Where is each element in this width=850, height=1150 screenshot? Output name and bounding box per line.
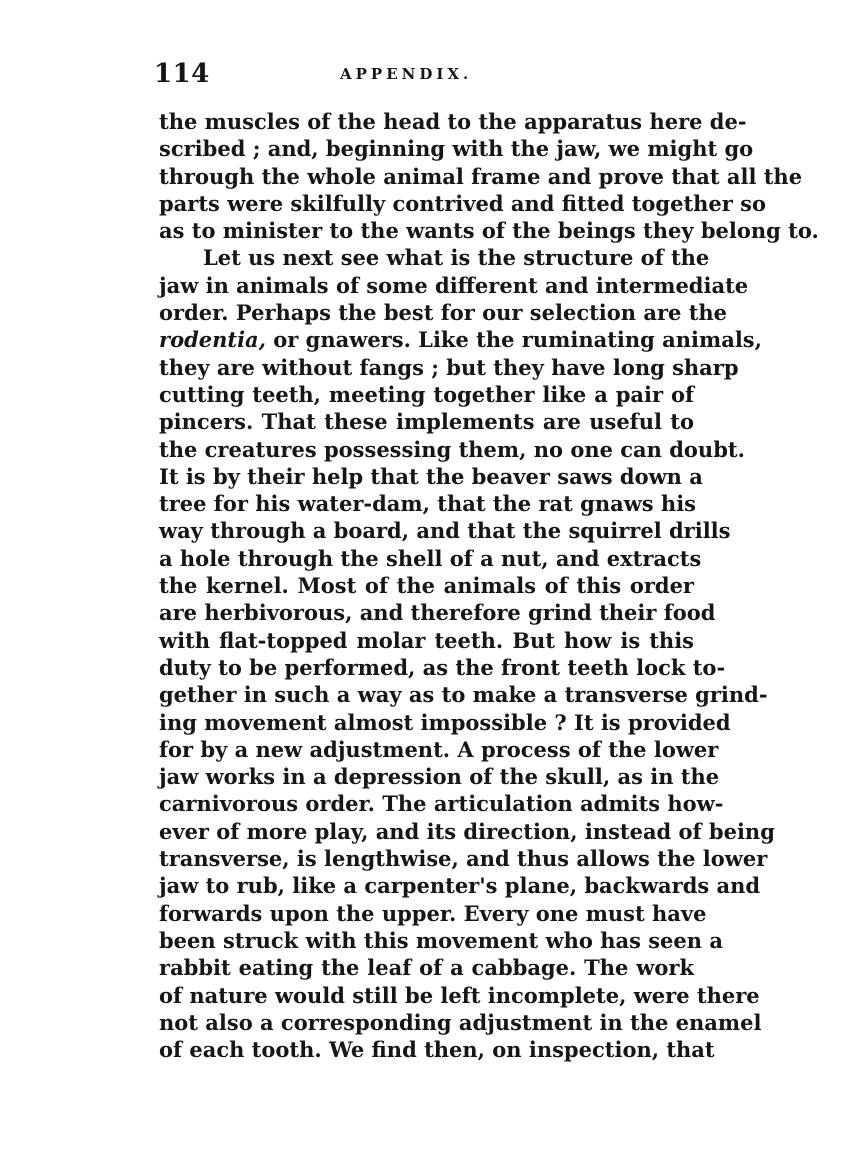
text-line: of nature would still be left incomplete, were there [159, 982, 760, 1008]
text-line: jaw in animals of some different and intermediate [159, 272, 749, 298]
text-line: the kernel. Most of the animals of this order [159, 573, 694, 599]
text-line: way through a board, and that the squirrel drills [159, 518, 731, 544]
text-line: tree for his water-dam, that the rat gnaws his [159, 491, 696, 517]
text-line: the creatures possessing them, no one can doubt. [159, 436, 745, 462]
section-title: APPENDIX. [340, 65, 473, 83]
text-line: the muscles of the head to the apparatus here de- [159, 109, 747, 134]
text-line: jaw works in a depression of the skull, as in the [159, 764, 720, 790]
text-line: order. Perhaps the best for our selection are the [159, 300, 728, 326]
text-line: through the whole animal frame and prove that all the [159, 163, 803, 189]
text-line: ing movement almost impossible ? It is provided [159, 709, 731, 735]
text-line: It is by their help that the beaver saws down a [159, 463, 703, 489]
paragraph-first-line: Let us next see what is the structure of the [203, 245, 710, 271]
text-line-rest: or gnawers. Like the ruminating animals, [273, 327, 762, 353]
text-line: with flat-topped molar teeth. But how is this [159, 627, 694, 653]
text-line: a hole through the shell of a nut, and extracts [159, 545, 702, 571]
italic-term: rodentia, [159, 327, 266, 353]
text-line: been struck with this movement who has seen a [159, 927, 723, 953]
text-line: they are without fangs ; but they have long sharp [159, 354, 739, 380]
text-line: parts were skilfully contrived and fitted together so [159, 190, 767, 216]
text-line: duty to be performed, as the front teeth lock to- [159, 654, 726, 680]
text-line [159, 326, 762, 353]
text-line: rabbit eating the leaf of a cabbage. The work [159, 955, 694, 981]
running-head [154, 58, 694, 90]
text-line: are herbivorous, and therefore grind their food [159, 600, 716, 626]
text-line: jaw to rub, like a carpenter's plane, backwards and [159, 873, 761, 899]
text-line: for by a new adjustment. A process of the lower [159, 736, 719, 762]
page-number: 114 [154, 59, 210, 89]
text-line: carnivorous order. The articulation admits how- [159, 791, 724, 817]
text-line: of each tooth. We find then, on inspection, that [159, 1037, 715, 1063]
text-line: pincers. That these implements are useful to [159, 409, 694, 435]
text-line: not also a corresponding adjustment in the enamel [159, 1009, 762, 1035]
body-text [159, 108, 819, 1063]
text-line: gether in such a way as to make a transverse grind- [159, 682, 768, 708]
text-line: forwards upon the upper. Every one must have [159, 900, 707, 926]
text-line: scribed ; and, beginning with the jaw, we might go [159, 136, 754, 162]
text-line: transverse, is lengthwise, and thus allows the lower [159, 846, 768, 872]
text-line: cutting teeth, meeting together like a pair of [159, 381, 694, 407]
text-line: as to minister to the wants of the beings they belong to. [159, 218, 819, 244]
text-line: ever of more play, and its direction, instead of being [159, 818, 775, 844]
